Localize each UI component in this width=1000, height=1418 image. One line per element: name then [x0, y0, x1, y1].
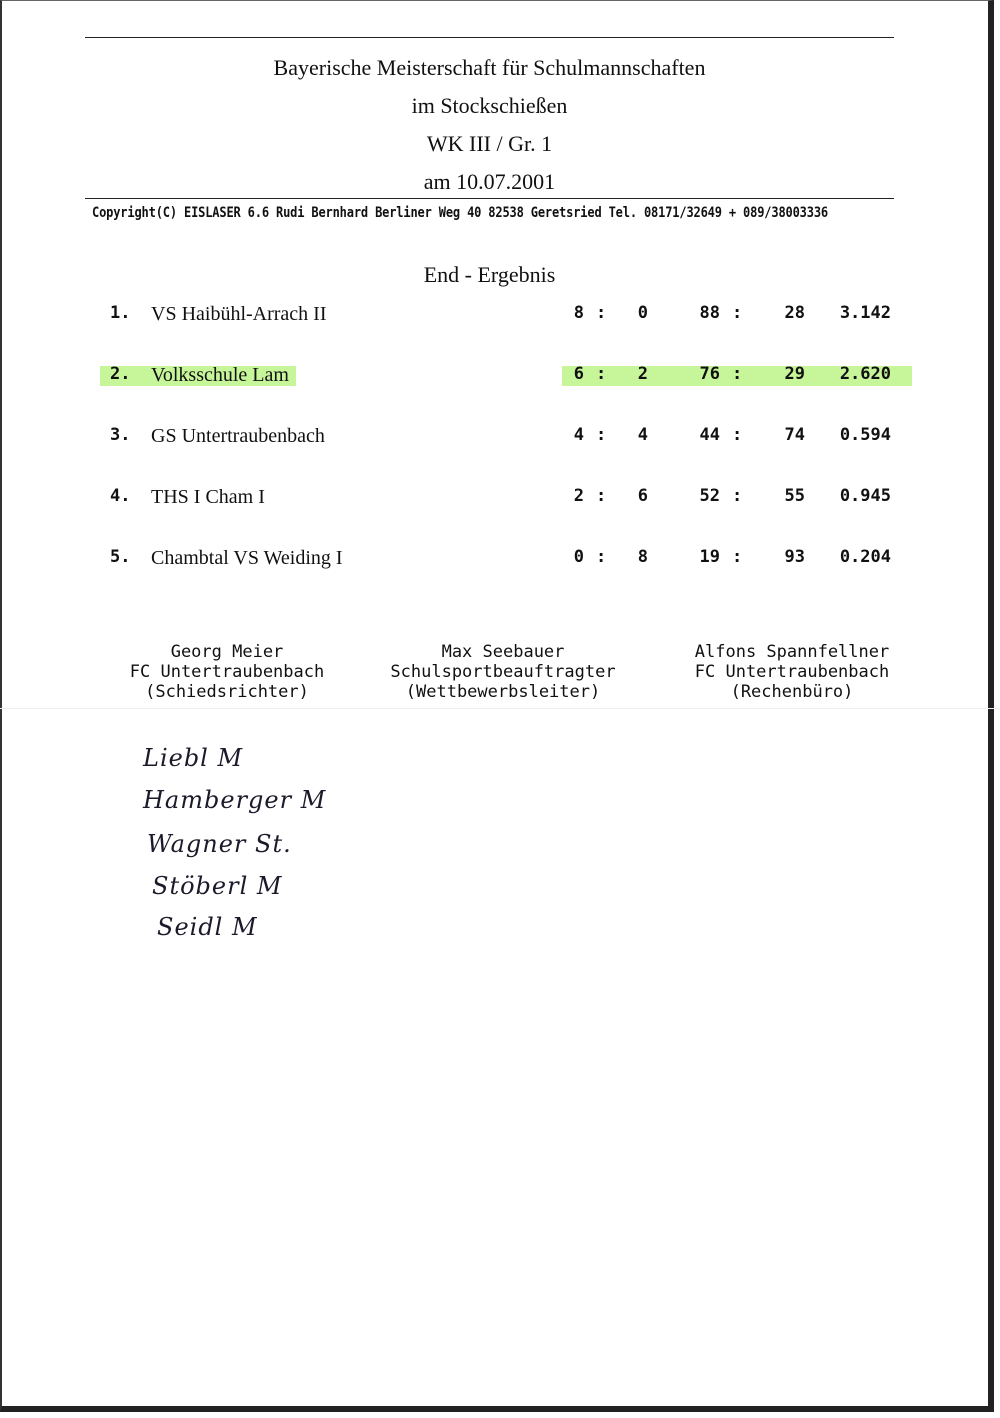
- result-title: End - Ergebnis: [423, 262, 556, 287]
- cell-team: THS I Cham I: [151, 486, 265, 508]
- result-row: [0, 420, 1000, 454]
- cell-sep2: :: [732, 486, 743, 506]
- cell-s1: 76: [699, 364, 720, 384]
- cell-s2: 74: [784, 425, 805, 445]
- title-date: am 10.07.2001: [423, 169, 556, 194]
- cell-s2: 55: [784, 486, 805, 506]
- cell-rank: 2.: [110, 364, 131, 384]
- cell-sep1: :: [596, 486, 607, 506]
- cell-sep2: :: [732, 547, 743, 567]
- result-row: [0, 298, 1000, 332]
- cell-p1: 8: [573, 303, 584, 323]
- cell-team: Volksschule Lam: [151, 364, 289, 386]
- cell-sep2: :: [732, 303, 743, 323]
- cell-quot: 0.204: [839, 547, 891, 567]
- cell-s2: 29: [784, 364, 805, 384]
- official-role: (Rechenbüro): [730, 682, 854, 702]
- official-referee: [97, 642, 357, 702]
- title-line-1: Bayerische Meisterschaft für Schulmannschaften: [273, 55, 706, 80]
- official-club: FC Untertraubenbach: [129, 662, 325, 682]
- cell-p2: 4: [637, 425, 648, 445]
- cell-s2: 28: [784, 303, 805, 323]
- handwritten-name-3: Wagner St.: [147, 830, 292, 858]
- official-competition-leader: [373, 642, 633, 702]
- cell-sep2: :: [732, 425, 743, 445]
- handwritten-name-1: Liebl M: [143, 744, 244, 772]
- result-row: [0, 542, 1000, 576]
- cell-s1: 88: [699, 303, 720, 323]
- cell-p2: 6: [637, 486, 648, 506]
- cell-sep2: :: [732, 364, 743, 384]
- cell-rank: 4.: [110, 486, 131, 506]
- handwritten-name-4: Stöberl M: [152, 872, 283, 900]
- official-calculation-office: [662, 642, 922, 702]
- cell-sep1: :: [596, 303, 607, 323]
- cell-s1: 52: [699, 486, 720, 506]
- cell-rank: 3.: [110, 425, 131, 445]
- cell-p1: 0: [573, 547, 584, 567]
- cell-p2: 8: [637, 547, 648, 567]
- handwritten-name-2: Hamberger M: [143, 786, 327, 814]
- handwritten-name-5: Seidl M: [157, 913, 258, 941]
- official-role: (Wettbewerbsleiter): [405, 682, 601, 702]
- cell-s1: 44: [699, 425, 720, 445]
- result-row: [0, 481, 1000, 515]
- cell-team: GS Untertraubenbach: [151, 425, 325, 447]
- cell-rank: 1.: [110, 303, 131, 323]
- cell-p2: 0: [637, 303, 648, 323]
- official-name: Max Seebauer: [441, 642, 565, 662]
- cell-sep1: :: [596, 547, 607, 567]
- header-rule: [85, 198, 894, 199]
- official-club: FC Untertraubenbach: [694, 662, 890, 682]
- top-rule: [85, 37, 894, 38]
- cell-quot: 0.945: [839, 486, 891, 506]
- cell-team: VS Haibühl-Arrach II: [151, 303, 327, 325]
- official-name: Georg Meier: [170, 642, 284, 662]
- official-club: Schulsportbeauftragter: [390, 662, 616, 682]
- official-role: (Schiedsrichter): [145, 682, 309, 702]
- official-name: Alfons Spannfellner: [694, 642, 890, 662]
- cell-rank: 5.: [110, 547, 131, 567]
- cell-s1: 19: [699, 547, 720, 567]
- title-line-3: WK III / Gr. 1: [426, 131, 553, 156]
- cell-p1: 4: [573, 425, 584, 445]
- cell-team: Chambtal VS Weiding I: [151, 547, 343, 569]
- cell-quot: 2.620: [839, 364, 891, 384]
- cell-quot: 3.142: [839, 303, 891, 323]
- title-line-2: im Stockschießen: [411, 93, 568, 118]
- cell-sep1: :: [596, 364, 607, 384]
- cell-s2: 93: [784, 547, 805, 567]
- cell-p1: 6: [573, 364, 584, 384]
- cell-p1: 2: [573, 486, 584, 506]
- cell-quot: 0.594: [839, 425, 891, 445]
- cell-sep1: :: [596, 425, 607, 445]
- result-row: [0, 359, 1000, 393]
- cell-p2: 2: [637, 364, 648, 384]
- paper-fold-line: [0, 708, 1000, 709]
- copyright-line: Copyright(C) EISLASER 6.6 Rudi Bernhard Berliner Weg 40 82538 Geretsried Tel. 08171/32649 + 089/38003336: [92, 205, 828, 221]
